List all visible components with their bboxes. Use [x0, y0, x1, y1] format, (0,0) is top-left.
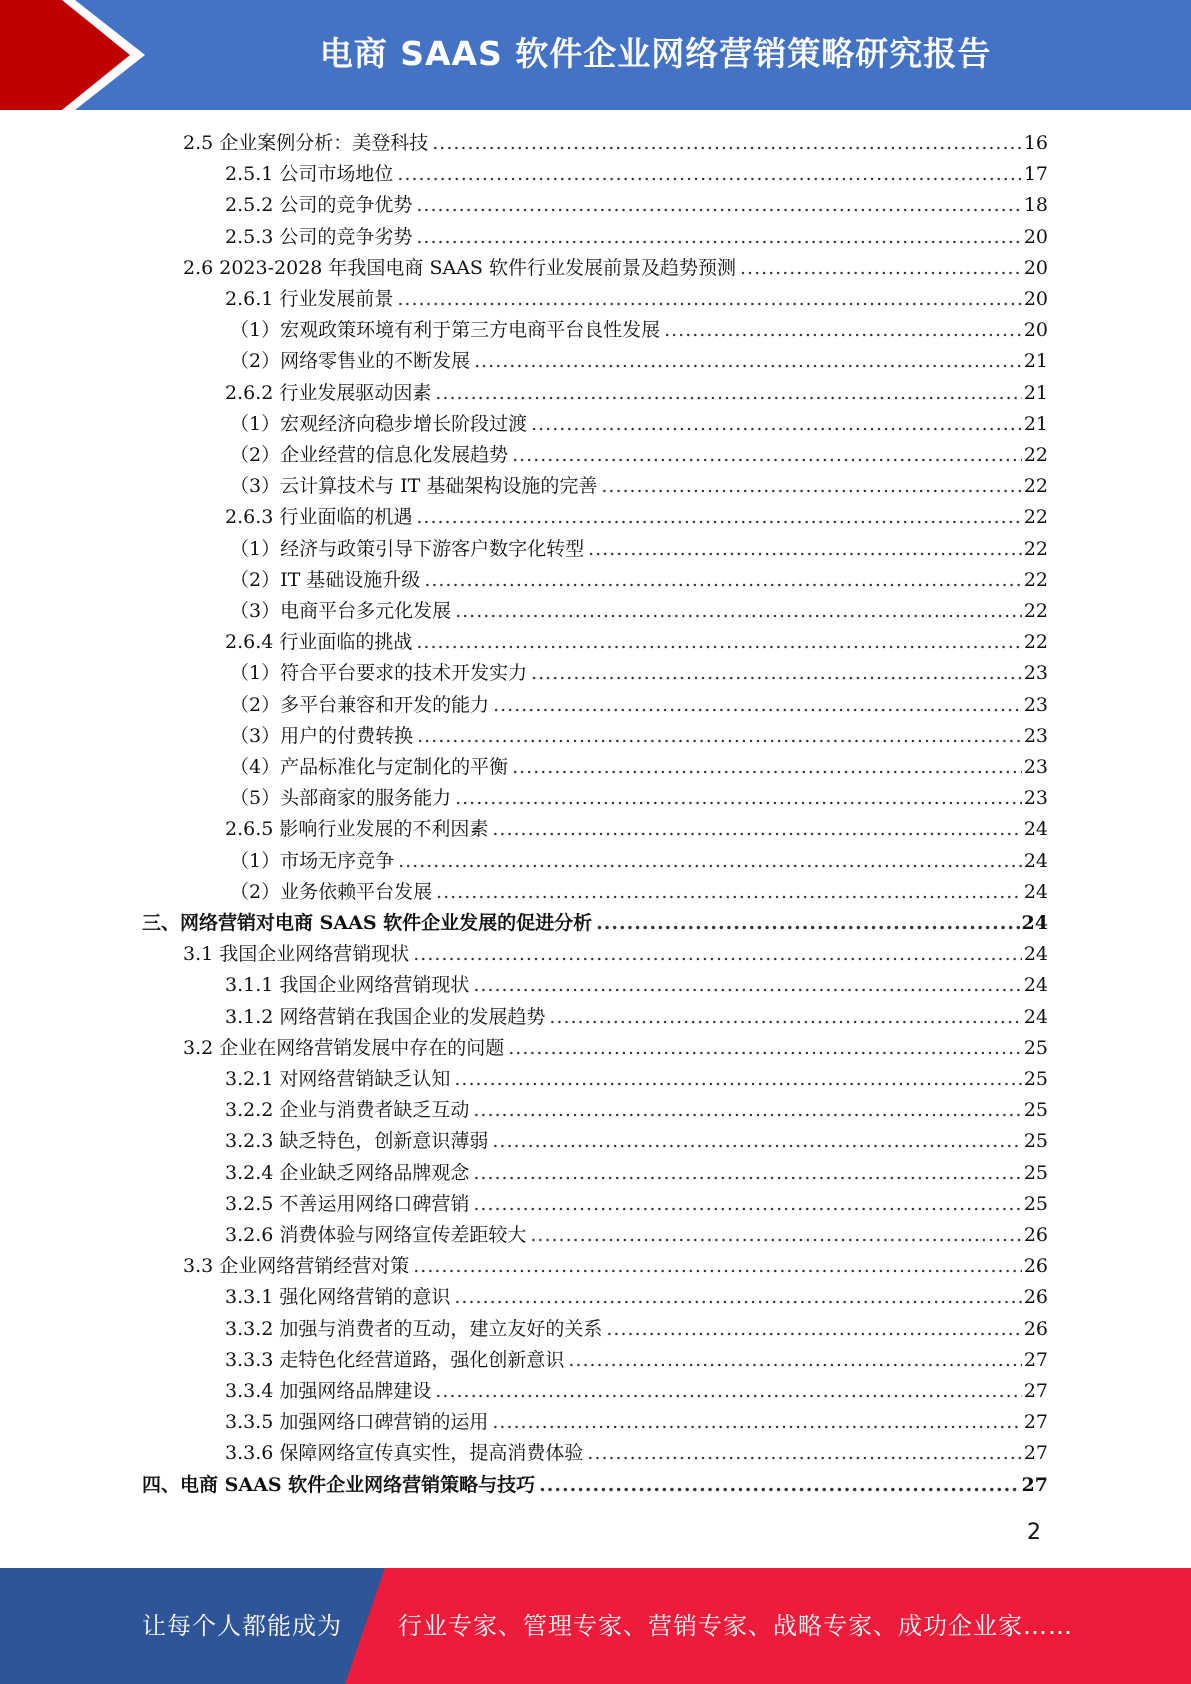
toc-entry[interactable]	[230, 752, 1048, 783]
toc-entry-label: 2.5.3 公司的竞争劣势	[225, 225, 413, 248]
toc-entry-label: （1）符合平台要求的技术开发实力	[230, 662, 528, 685]
toc-entry[interactable]	[230, 471, 1048, 502]
toc-entry-page: 25	[1023, 1130, 1048, 1153]
toc-entry-page: 27	[1023, 1348, 1048, 1371]
toc-dot-leader	[512, 756, 1022, 778]
toc-entry[interactable]	[225, 190, 1048, 221]
toc-dot-leader	[435, 1380, 1021, 1402]
toc-entry[interactable]	[225, 1220, 1048, 1251]
toc-dot-leader	[417, 725, 1022, 747]
toc-entry-label: 2.6.1 行业发展前景	[225, 288, 394, 310]
toc-entry-page: 23	[1023, 724, 1048, 747]
toc-dot-leader	[549, 1006, 1021, 1028]
toc-entry-page: 23	[1023, 693, 1048, 716]
toc-entry-page: 24	[1023, 1005, 1048, 1028]
toc-dot-leader	[398, 850, 1022, 872]
toc-dot-leader	[492, 1411, 1021, 1433]
toc-entry-page: 24	[1023, 974, 1048, 997]
toc-entry[interactable]	[225, 159, 1048, 190]
toc-entry-label: 3.2.1 对网络营销缺乏认知	[225, 1068, 451, 1090]
toc-entry[interactable]	[225, 814, 1048, 845]
toc-dot-leader	[454, 1286, 1021, 1308]
footer-slogan-left: 让每个人都能成为	[142, 1612, 342, 1640]
toc-entry-label: 3.3.5 加强网络口碑营销的运用	[225, 1411, 489, 1434]
toc-entry-label: （3）用户的付费转换	[230, 724, 414, 747]
toc-entry-label: 3.1.1 我国企业网络营销现状	[225, 974, 470, 997]
toc-entry-page: 23	[1023, 787, 1048, 810]
toc-entry[interactable]	[230, 409, 1048, 440]
toc-entry[interactable]	[230, 658, 1048, 689]
toc-entry[interactable]	[183, 939, 1048, 970]
toc-entry-page: 17	[1023, 163, 1048, 186]
toc-dot-leader	[588, 538, 1022, 560]
toc-dot-leader	[397, 288, 1021, 310]
toc-entry-page: 26	[1023, 1224, 1048, 1246]
toc-entry-label: 3.3.6 保障网络宣传真实性，提高消费体验	[225, 1442, 584, 1465]
toc-dot-leader	[606, 1318, 1021, 1340]
toc-entry-page: 24	[1021, 912, 1048, 934]
toc-dot-leader	[530, 1224, 1021, 1246]
toc-entry-label: 2.5 企业案例分析：美登科技	[183, 132, 429, 154]
document-title: 电商 SAAS 软件企业网络营销策略研究报告	[319, 34, 992, 73]
toc-entry[interactable]	[225, 970, 1048, 1001]
toc-entry-label: （3）电商平台多元化发展	[230, 600, 452, 622]
toc-entry-page: 22	[1023, 475, 1048, 498]
toc-entry-page: 26	[1023, 1317, 1048, 1340]
toc-entry-label: （4）产品标准化与定制化的平衡	[230, 756, 509, 778]
toc-entry-label: 四、电商 SAAS 软件企业网络营销策略与技巧	[142, 1473, 536, 1496]
toc-entry-label: 3.2 企业在网络营销发展中存在的问题	[183, 1036, 505, 1059]
toc-entry-label: 3.2.6 消费体验与网络宣传差距较大	[225, 1224, 527, 1246]
toc-dot-leader	[508, 1037, 1022, 1059]
toc-entry-label: 2.6.5 影响行业发展的不利因素	[225, 818, 489, 841]
toc-dot-leader	[435, 382, 1021, 404]
toc-dot-leader	[492, 818, 1021, 840]
toc-entry-page: 22	[1023, 506, 1048, 529]
toc-entry[interactable]	[142, 908, 1048, 939]
toc-entry-page: 26	[1023, 1286, 1048, 1309]
toc-dot-leader	[424, 569, 1022, 591]
toc-dot-leader	[416, 226, 1021, 248]
toc-entry[interactable]	[225, 1407, 1048, 1438]
toc-entry-page: 21	[1023, 350, 1048, 373]
toc-dot-leader	[568, 1349, 1021, 1371]
toc-dot-leader	[493, 694, 1022, 716]
toc-entry-page: 25	[1023, 1161, 1048, 1184]
toc-entry[interactable]	[225, 1126, 1048, 1157]
toc-entry[interactable]	[230, 565, 1048, 596]
toc-entry-label: 2.6.2 行业发展驱动因素	[225, 381, 432, 404]
toc-dot-leader	[454, 1068, 1021, 1090]
toc-entry-page: 21	[1023, 412, 1048, 435]
toc-entry-label: （2）网络零售业的不断发展	[230, 350, 471, 373]
toc-entry-label: 三、网络营销对电商 SAAS 软件企业发展的促进分析	[142, 912, 593, 934]
toc-dot-leader	[587, 1442, 1021, 1464]
toc-dot-leader	[416, 506, 1021, 528]
toc-entry-label: 2.6 2023-2028 年我国电商 SAAS 软件行业发展前景及趋势预测	[183, 256, 736, 279]
toc-dot-leader	[432, 132, 1022, 154]
toc-dot-leader	[416, 194, 1021, 216]
page-header	[0, 0, 1191, 110]
toc-entry[interactable]	[142, 1470, 1048, 1501]
toc-entry[interactable]	[225, 1282, 1048, 1313]
toc-entry-page: 22	[1023, 631, 1048, 654]
toc-dot-leader	[455, 787, 1022, 809]
toc-entry[interactable]	[230, 346, 1048, 377]
toc-entry[interactable]	[230, 877, 1048, 908]
toc-entry[interactable]	[230, 596, 1048, 627]
toc-entry-label: 3.3.2 加强与消费者的互动，建立友好的关系	[225, 1317, 603, 1340]
toc-entry-page: 23	[1023, 756, 1048, 778]
toc-dot-leader	[474, 350, 1022, 372]
toc-entry-page: 22	[1023, 444, 1048, 466]
toc-entry-label: 3.3.1 强化网络营销的意识	[225, 1286, 451, 1309]
toc-entry-page: 23	[1023, 662, 1048, 685]
toc-entry[interactable]	[183, 1251, 1048, 1282]
toc-entry[interactable]	[230, 440, 1048, 471]
toc-entry-label: （2）业务依赖平台发展	[230, 880, 433, 903]
toc-entry-label: 3.2.2 企业与消费者缺乏互动	[225, 1099, 470, 1122]
toc-dot-leader	[473, 1162, 1021, 1184]
toc-entry[interactable]	[183, 1033, 1048, 1064]
toc-entry-page: 25	[1023, 1099, 1048, 1122]
toc-dot-leader	[473, 1099, 1021, 1121]
toc-entry-page: 24	[1023, 849, 1048, 872]
toc-dot-leader	[436, 881, 1022, 903]
toc-entry[interactable]	[230, 721, 1048, 752]
toc-dot-leader	[413, 1255, 1022, 1277]
toc-entry-label: （2）IT 基础设施升级	[230, 568, 421, 591]
toc-dot-leader	[416, 631, 1021, 653]
toc-dot-leader	[473, 974, 1021, 996]
toc-entry[interactable]	[230, 534, 1048, 565]
toc-entry-label: 2.6.3 行业面临的机遇	[225, 506, 413, 529]
toc-dot-leader	[512, 444, 1022, 466]
toc-entry-label: 3.1 我国企业网络营销现状	[183, 943, 410, 966]
toc-entry-page: 20	[1023, 225, 1048, 248]
toc-entry-label: 3.3 企业网络营销经营对策	[183, 1255, 410, 1278]
toc-entry-page: 22	[1023, 568, 1048, 591]
toc-entry-page: 20	[1023, 288, 1048, 310]
toc-entry-page: 20	[1023, 256, 1048, 279]
toc-entry-page: 25	[1023, 1036, 1048, 1059]
toc-entry-label: （1）宏观经济向稳步增长阶段过渡	[230, 412, 528, 435]
toc-entry-label: （5）头部商家的服务能力	[230, 787, 452, 810]
toc-entry-page: 22	[1023, 537, 1048, 560]
toc-entry-page: 22	[1023, 600, 1048, 622]
toc-entry[interactable]	[225, 284, 1048, 315]
toc-entry-label: （2）多平台兼容和开发的能力	[230, 693, 490, 716]
toc-entry[interactable]	[225, 222, 1048, 253]
toc-entry[interactable]	[225, 1189, 1048, 1220]
toc-dot-leader	[531, 662, 1022, 684]
toc-entry[interactable]	[225, 1064, 1048, 1095]
toc-entry-label: 3.3.3 走特色化经营道路，强化创新意识	[225, 1348, 565, 1371]
toc-entry[interactable]	[230, 846, 1048, 877]
toc-entry[interactable]	[225, 1345, 1048, 1376]
toc-dot-leader	[664, 319, 1022, 341]
toc-dot-leader	[539, 1474, 1019, 1496]
toc-entry-label: 2.6.4 行业面临的挑战	[225, 631, 413, 654]
toc-entry[interactable]	[225, 1314, 1048, 1345]
toc-entry[interactable]	[225, 502, 1048, 533]
page-number: 2	[1027, 1520, 1041, 1545]
toc-entry[interactable]	[230, 690, 1048, 721]
toc-entry[interactable]	[225, 1002, 1048, 1033]
toc-entry-label: 2.5.1 公司市场地位	[225, 163, 394, 186]
toc-entry-page: 27	[1023, 1380, 1048, 1402]
toc-entry-page: 18	[1023, 194, 1048, 217]
toc-entry[interactable]	[225, 1158, 1048, 1189]
toc-entry-page: 24	[1023, 943, 1048, 966]
toc-entry[interactable]	[230, 783, 1048, 814]
toc-dot-leader	[740, 257, 1022, 279]
toc-entry-label: 3.1.2 网络营销在我国企业的发展趋势	[225, 1005, 546, 1028]
toc-entry-page: 21	[1023, 381, 1048, 404]
toc-dot-leader	[473, 1193, 1021, 1215]
toc-dot-leader	[531, 413, 1022, 435]
toc-entry-page: 24	[1023, 818, 1048, 841]
toc-entry-page: 16	[1023, 132, 1048, 154]
toc-entry[interactable]	[225, 627, 1048, 658]
toc-entry-page: 20	[1023, 319, 1048, 342]
toc-dot-leader	[413, 943, 1022, 965]
toc-dot-leader	[596, 912, 1019, 934]
toc-entry[interactable]	[225, 1438, 1048, 1469]
toc-entry[interactable]	[225, 1095, 1048, 1126]
toc-entry-label: （1）经济与政策引导下游客户数字化转型	[230, 537, 585, 560]
toc-entry-label: 2.5.2 公司的竞争优势	[225, 194, 413, 217]
toc-entry-page: 24	[1023, 880, 1048, 903]
toc-dot-leader	[455, 600, 1022, 622]
toc-entry-label: （1）宏观政策环境有利于第三方电商平台良性发展	[230, 319, 661, 342]
toc-entry[interactable]	[225, 1376, 1048, 1407]
toc-entry-page: 27	[1021, 1473, 1048, 1496]
toc-entry-page: 26	[1023, 1255, 1048, 1278]
page-footer	[0, 1568, 1191, 1684]
toc-entry-page: 25	[1023, 1192, 1048, 1215]
toc-entry-page: 27	[1023, 1442, 1048, 1465]
toc-entry-label: （1）市场无序竞争	[230, 849, 395, 872]
toc-entry-label: 3.2.4 企业缺乏网络品牌观念	[225, 1161, 470, 1184]
toc-dot-leader	[601, 475, 1021, 497]
toc-entry-label: 3.2.5 不善运用网络口碑营销	[225, 1192, 470, 1215]
toc-entry[interactable]	[183, 253, 1048, 284]
toc-dot-leader	[492, 1130, 1021, 1152]
toc-entry[interactable]	[183, 128, 1048, 159]
toc-entry-label: 3.3.4 加强网络品牌建设	[225, 1380, 432, 1402]
toc-entry-page: 25	[1023, 1068, 1048, 1090]
toc-entry-page: 27	[1023, 1411, 1048, 1434]
toc-entry-label: （3）云计算技术与 IT 基础架构设施的完善	[230, 475, 598, 498]
footer-slogan-right: 行业专家、管理专家、营销专家、战略专家、成功企业家……	[398, 1612, 1073, 1640]
toc-entry[interactable]	[230, 315, 1048, 346]
toc-entry[interactable]	[225, 378, 1048, 409]
toc-entry-label: 3.2.3 缺乏特色，创新意识薄弱	[225, 1130, 489, 1153]
toc-dot-leader	[397, 163, 1021, 185]
toc-entry-label: （2）企业经营的信息化发展趋势	[230, 444, 509, 466]
